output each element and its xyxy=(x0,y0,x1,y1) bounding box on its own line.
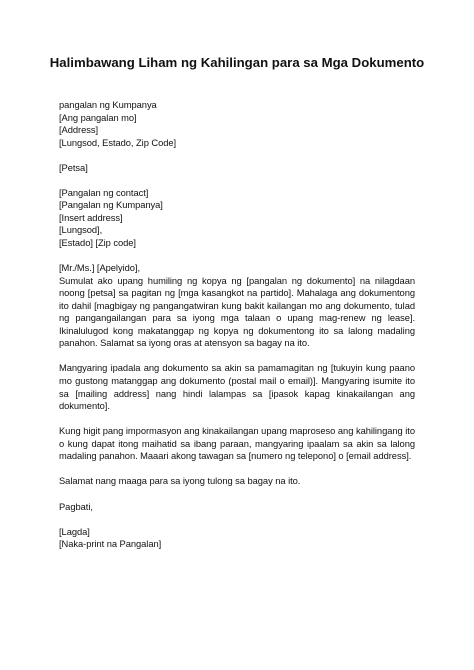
spacer xyxy=(59,350,415,363)
recipient-state-zip: [Estado] [Zip code] xyxy=(59,238,136,249)
sender-city-state-zip: [Lungsod, Estado, Zip Code] xyxy=(59,137,177,148)
sender-company: pangalan ng Kumpanya xyxy=(59,100,157,110)
letter-date: [Petsa] xyxy=(59,162,88,173)
spacer xyxy=(59,513,415,526)
paragraph-delivery: Mangyaring ipadala ang dokumento sa akin sa pamamagitan ng [tukuyin kung paano mo gustong matanggap ang dokumento (postal mail o email)]. Mangyaring isumite ito sa [mailing address] nang hindi lalampas sa [ipasok kapag kinakailangan ang dokumento]. xyxy=(59,363,415,412)
recipient-address: [Insert address] xyxy=(59,212,123,223)
signature-line: [Lagda] xyxy=(59,526,90,537)
paragraph-thanks: Salamat nang maaga para sa iyong tulong sa bagay na ito. xyxy=(59,476,301,487)
spacer xyxy=(59,413,415,426)
recipient-city: [Lungsod], xyxy=(59,225,103,236)
spacer xyxy=(59,250,415,263)
recipient-block xyxy=(59,187,415,250)
sender-address: [Address] xyxy=(59,125,99,136)
letter-body xyxy=(59,99,415,551)
printed-name: [Naka-print na Pangalan] xyxy=(59,539,162,550)
closing: Pagbati, xyxy=(59,501,93,512)
paragraph-request: Sumulat ako upang humiling ng kopya ng [pangalan ng dokumento] na nilagdaan noong [petsa] sa pagitan ng [mga kasangkot na partido]. Mahalaga ang dokumentong ito dahil [magbigay ng pangangatwiran kung bakit kailangan mo ang dokumento, tulad ng pangangailangan para sa iyong mga talaan o upang mag-renew ng lease]. Ikinalulugod kong makatanggap ng kopya ng dokumentong ito sa lalong madaling panahon. Salamat sa iyong oras at atensyon sa bagay na ito. xyxy=(59,275,415,349)
recipient-company: [Pangalan ng Kumpanya] xyxy=(59,200,163,211)
document-title: Halimbawang Liham ng Kahilingan para sa Mga Dokumento xyxy=(49,55,425,70)
signature-block xyxy=(59,526,415,551)
sender-block xyxy=(59,99,415,149)
spacer xyxy=(59,174,415,187)
sender-name: [Ang pangalan mo] xyxy=(59,112,137,123)
recipient-contact: [Pangalan ng contact] xyxy=(59,187,149,198)
spacer xyxy=(59,488,415,501)
spacer xyxy=(59,149,415,162)
spacer xyxy=(59,463,415,476)
salutation: [Mr./Ms.] [Apelyido], xyxy=(59,263,140,274)
paragraph-contact: Kung higit pang impormasyon ang kinakailangan upang maproseso ang kahilingang ito o kung dapat itong maihatid sa ibang paraan, mangyaring ipaalam sa akin sa lalong madaling panahon. Maaari akong tawagan sa [numero ng telepono] o [email address]. xyxy=(59,426,415,462)
